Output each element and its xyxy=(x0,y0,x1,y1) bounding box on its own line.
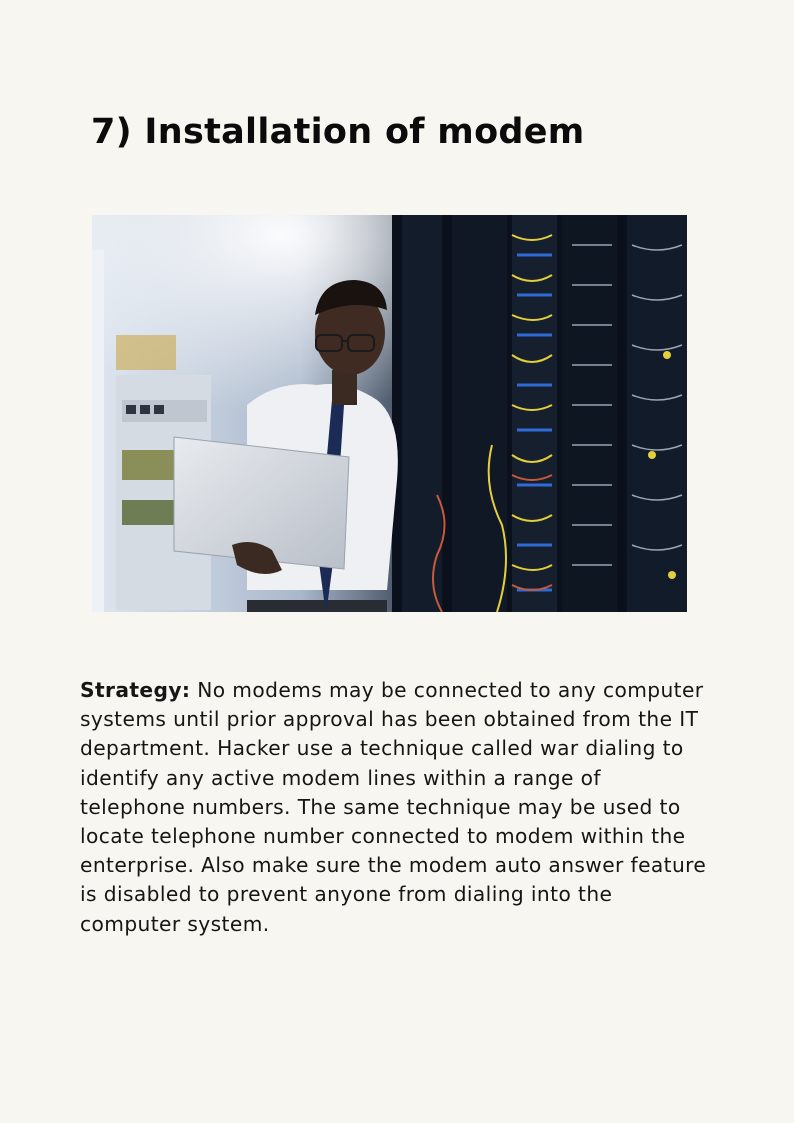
server-room-illustration xyxy=(92,215,687,612)
strategy-paragraph xyxy=(80,676,710,939)
strategy-label: Strategy: xyxy=(80,678,191,702)
page-title: 7) Installation of modem xyxy=(91,112,585,152)
strategy-text: No modems may be connected to any computer systems until prior approval has been obtained from the IT department. Hacker use a technique called war dialing to identify any active modem lines within a range of telephone numbers. The same technique may be used to locate telephone number connected to modem within the enterprise. Also make sure the modem auto answer feature is disabled to prevent anyone from dialing into the computer system. xyxy=(80,678,707,936)
server-room-photo xyxy=(92,215,687,612)
